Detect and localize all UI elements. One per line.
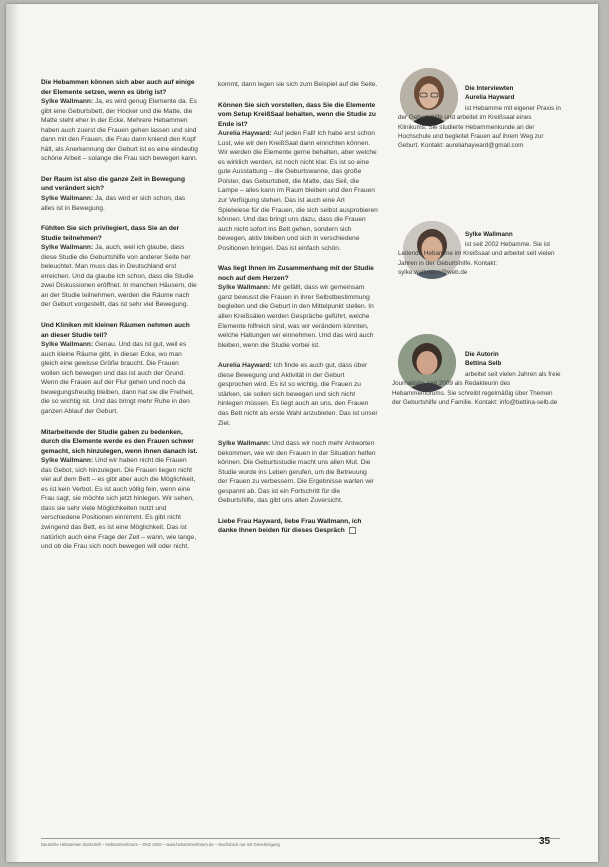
question: Was liegt Ihnen im Zusammenhang mit der Studie noch auf dem Herzen? — [218, 265, 374, 282]
qa-block — [218, 264, 378, 350]
speaker: Sylke Wallmann: — [41, 98, 94, 106]
speaker: Sylke Wallmann: — [41, 195, 94, 203]
qa-block — [218, 80, 378, 90]
footer-rule — [41, 838, 560, 839]
bio-block — [465, 84, 561, 103]
footer-text: Deutsche Hebammen Zeitschrift – Hebammenforum – DHZ 2020 – www.hebammenforum.de – Nachdruck nur mit Genehmigung — [41, 842, 280, 847]
bio-name: Aurelia Hayward — [465, 94, 515, 102]
answer: Mir gefällt, dass wir gemeinsam ganz bewusst die Frauen in ihrer Selbstbestimmung begleiten und die Geburt in den Mittelpunkt stellen. In allen Kreißsälen werden Gespräche geführt, welche Elemente hilfreich sind, was wir verändern könnten, welche Haltungen wir einnehmen. Und das wird auch bleiben, wenn die Studie vorbei ist. — [218, 284, 374, 349]
article-column-1 — [41, 78, 198, 563]
answer: Genau. Und das ist gut, weil es auch kleine Räume gibt, in dieser Ecke, wo man gleich eine gewisse Größe braucht. Die Frauen wollen sich bewegen und das ist auch der Grund. Wenn die Frauen auf der Flur gehen und noch da bewegungsfreudig bleiben, dann hat sie die Freiheit, die so wichtig ist. Und das bringt mehr Ruhe in den ganzen Ablauf der Geburt. — [41, 341, 194, 415]
answer: Ich finde es auch gut, dass über diese Bewegung und Aktivität in der Geburt gesprochen wird. Es ist so wichtig, die Frauen zu stärken, sie sollen sich bewegen und sich nicht hinlegen müssen. Es liegt auch an uns, den Frauen das Bett nicht als erste Wahl anzubieten. Das ist unser Ziel. — [218, 362, 378, 427]
speaker: Aurelia Hayward: — [218, 362, 272, 370]
question: Können Sie sich vorstellen, dass Sie die Elemente vom Setup KreißSaal behalten, wenn die Studie zu Ende ist? — [218, 101, 376, 128]
qa-block — [41, 175, 198, 213]
bio-text: ist seit 2002 Hebamme. Sie ist Leitende Hebamme im Kreißsaal und arbeitet seit vielen Jahren in der Geburtshilfe. Kontakt: sylke.wallmann@web.de — [398, 241, 555, 276]
bio-text: arbeitet seit vielen Jahren als freie Journalistin, seit 2009 als Redakteurin des Hebammenforums. Sie schreibt regelmäßig über Themen der Geburtshilfe und Familie. Kontakt: info@bettina-selb.de — [392, 371, 561, 406]
question: Fühlten Sie sich privilegiert, dass Sie an der Studie teilnehmen? — [41, 225, 180, 242]
bio-text: ist Hebamme mit eigener Praxis in der Geburtshilfe und arbeitet im Kreißsaal eines Klinikums. Sie studierte Hebammenkunde an der Hochschule und begleitet Frauen auf ihrem Weg zur Geburt. Kontakt: aureliahayward@gmail.com — [398, 105, 561, 150]
page-fold-shadow — [6, 4, 20, 862]
speaker: Sylke Wallmann: — [218, 284, 271, 292]
speaker: Sylke Wallmann: — [41, 457, 94, 465]
bio-name: Bettina Selb — [465, 360, 502, 368]
answer: Ja, es wird genug Elemente da. Es gibt eine Geburtsbett, der Hocker und die Matte, die Matte steht eher in der Ecke. Mehrere Hebammen haben auch zuerst die Frauen gehen lassen und sind dann mit den Frauen, die Frau dann kniend den Kopf hält, als Anerkennung der Geburt ist es eine eindeutig schöne Arbeit – solange die Frau sich bewegen kann. — [41, 98, 198, 163]
bio-block — [465, 350, 561, 369]
question: Mitarbeitende der Studie gaben zu bedenken, durch die Elemente werde es den Frauen schwer gemacht, sich hinzulegen, wenn ihnen danach ist. — [41, 428, 198, 455]
qa-block — [218, 361, 378, 428]
qa-block — [218, 101, 378, 254]
speaker: Aurelia Hayward: — [218, 130, 272, 138]
qa-block — [41, 321, 198, 416]
bio-name: Sylke Wallmann — [465, 231, 513, 238]
qa-block — [41, 78, 198, 164]
magazine-page — [6, 4, 598, 862]
answer: Und wir haben nicht die Frauen das Gebot, sich hinzulegen. Die Frauen liegen nicht viel auf dem Bett – es gibt aber auch die Möglichkeit, es ist kein Verbot. Es ist auch völlig fein, wenn eine Frau sagt, sie möchte sich jetzt hinlegen. Wir sehen, dass sie sehr viele Möglichkeiten nutzt und verschiedene Positionen einnimmt. Es gibt nicht zwingend das Bett, es ist eine Möglichkeit. Das ist natürlich auch eine Frage der Zeit – wann, wie lange, und ob die Frau sich noch bewegen will oder nicht. — [41, 457, 197, 551]
bio-heading: Die Autorin — [465, 351, 499, 358]
article-column-2 — [218, 80, 378, 547]
answer: Ja, das wird er sich schon, das alles ist in Bewegung. — [41, 195, 186, 212]
answer: Und dass wir noch mehr Antworten bekommen, wie wir den Frauen in der Situation helfen können. Die Geburtsstudie macht uns allen Mut. Die Studie wurde ins Leben gerufen, um die Betreuung der Frauen zu verbessern. Die Ergebnisse warten wir gespannt ab. Das ist ein Fortschritt für die Geburtshilfe, das gibt uns allen Zuversicht. — [218, 440, 376, 505]
qa-block — [218, 439, 378, 506]
answer: Auf jeden Fall! Ich habe erst schon Lust, wie wir den KreißSaal dann einrichten können. Wir werden die Elemente gerne behalten, aber welche es wirklich werden, ist noch nicht klar. Es ist so eine gute Ausstattung – die Geburtswanne, das große Polster, das Geburtsbett, die Matte, das Seil, die Lampe – alles kann im Raum bleiben und den Frauen zur Verfügung stehen. Das ist auch eine Art Spielwiese für die Frauen, die sich selbst ausprobieren können. Und das bringt uns dazu, dass die Frauen auch nicht sofort ins Bett gehen, sondern sich bewegen, aktiv bleiben und sich in verschiedene Positionen bringen. Das ist einfach schön. — [218, 130, 378, 252]
closing-line — [218, 517, 378, 536]
question: Und Kliniken mit kleinen Räumen nehmen auch an dieser Studie teil? — [41, 322, 190, 339]
closing-text: Liebe Frau Hayward, liebe Frau Wallmann, ich danke Ihnen beiden für dieses Gespräch — [218, 517, 362, 535]
qa-block — [41, 224, 198, 310]
speaker: Sylke Wallmann: — [218, 440, 271, 448]
end-mark-icon — [349, 527, 356, 534]
qa-block — [41, 428, 198, 552]
speaker: Sylke Wallmann: — [41, 244, 94, 252]
question: Der Raum ist also die ganze Zeit in Bewegung und verändert sich? — [41, 175, 185, 193]
speaker: Sylke Wallmann: — [41, 341, 94, 349]
bio-block — [465, 230, 561, 239]
page-number: 35 — [539, 836, 551, 847]
answer: kommt, dann legen sie sich zum Beispiel auf die Seite. — [218, 81, 378, 88]
bio-heading: Die Interviewten — [465, 85, 514, 92]
answer: Ja, auch, weil ich glaube, dass diese Studie die Geburtshilfe von anderer Seite her beleuchtet. Man muss das in Deutschland erst erreichen. Und da glaube ich schon, dass die Studie zwei Diskussionen eröffnet. In manchen Häusern, die an der Studie teilnehmen, werden die Räume nach der Geburt vorgestellt, das ist sehr viel Bewegung. — [41, 244, 197, 309]
question: Die Hebammen können sich aber auch auf einige der Elemente setzen, wenn es übrig ist? — [41, 79, 195, 96]
